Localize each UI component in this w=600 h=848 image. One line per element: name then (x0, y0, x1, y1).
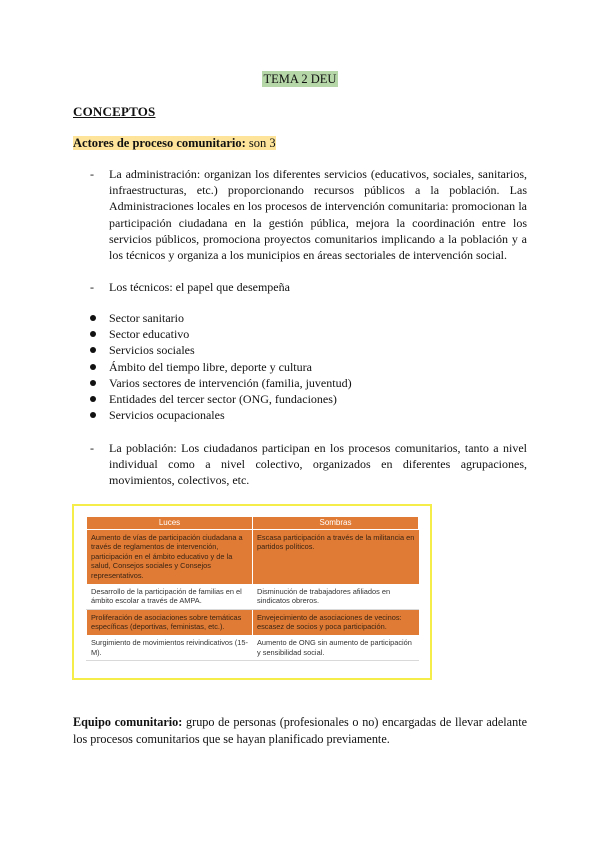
actors-line (73, 136, 276, 151)
cell-sombras: Disminución de trabajadores afiliados en sindicatos obreros. (253, 584, 419, 610)
bullet-item (90, 310, 352, 326)
actors-label: Actores de proceso comunitario: (73, 136, 246, 150)
luces-sombras-table (86, 516, 419, 661)
page-title-text: TEMA 2 DEU (263, 72, 337, 86)
bullet-dot-icon (90, 347, 96, 353)
table-header-row (87, 517, 419, 530)
cell-sombras: Envejecimiento de asociaciones de vecinos: escasez de socios y poca participación. (253, 609, 419, 635)
equipo-comunitario-paragraph (73, 714, 527, 748)
bullet-dot-icon (90, 412, 96, 418)
bullet-dot-icon (90, 315, 96, 321)
bullet-dot-icon (90, 364, 96, 370)
team-text: grupo de personas (profesionales o no) encargadas de llevar adelante los procesos comunitarios que se hayan planificado previamente. (73, 715, 527, 746)
dash-mark: - (90, 280, 94, 294)
bullet-text: Servicios sociales (109, 343, 195, 358)
bullet-dot-icon (90, 396, 96, 402)
bullet-dot-icon (90, 331, 96, 337)
bullet-dot-icon (90, 380, 96, 386)
bullet-text: Sector sanitario (109, 311, 184, 325)
dash-item-tecnicos (90, 279, 527, 295)
team-label: Equipo comunitario: (73, 715, 183, 729)
cell-luces: Desarrollo de la participación de familias en el ámbito escolar a través de AMPA. (87, 584, 253, 610)
dash-item-text: Los técnicos: el papel que desempeña (109, 280, 290, 294)
cell-sombras: Aumento de ONG sin aumento de participación y sensibilidad social. (253, 635, 419, 661)
page-title (0, 71, 600, 87)
bullet-item (90, 407, 352, 423)
bullet-text: Ámbito del tiempo libre, deporte y cultura (109, 359, 312, 374)
actors-suffix: son 3 (245, 136, 276, 150)
bullet-text: Servicios ocupacionales (109, 408, 225, 423)
table-row (87, 529, 419, 583)
luces-sombras-figure (72, 504, 432, 680)
dash-item-administracion (90, 166, 527, 263)
dash-item-text: La administración: organizan los diferentes servicios (educativos, sociales, sanitarios, infraestructuras, etc.) proporcionando recursos públicos a la población. Las Administraciones locales en los procesos de intervención comunitaria: promocionan la participación ciudadana en la gestión pública, mejora la coordinación entre los servicios públicos, promociona proyectos comunitarios implicando a la población y a los técnicos y organiza a los municipios en áreas sectoriales de intervención social. (109, 167, 527, 263)
header-luces: Luces (87, 517, 253, 530)
bullet-item (90, 375, 352, 391)
table-row (87, 609, 419, 635)
dash-item-text: La población: Los ciudadanos participan en los procesos comunitarios, tanto a nivel individual como a nivel colectivo, organizados en diferentes agrupaciones, movimientos, colectivos, etc. (109, 441, 527, 488)
bullet-item (90, 326, 352, 342)
cell-sombras: Escasa participación a través de la militancia en partidos políticos. (253, 529, 419, 583)
dash-mark: - (90, 167, 94, 181)
bullet-text: Sector educativo (109, 327, 190, 342)
dash-mark: - (90, 441, 94, 455)
cell-luces: Proliferación de asociaciones sobre temáticas específicas (deportivas, feministas, etc.). (87, 609, 253, 635)
bullet-item (90, 391, 352, 407)
header-sombras: Sombras (253, 517, 419, 530)
table-row (87, 584, 419, 610)
bullet-text: Entidades del tercer sector (ONG, fundaciones) (109, 392, 337, 407)
bullet-item (90, 342, 352, 358)
section-heading-conceptos: CONCEPTOS (73, 104, 156, 119)
dash-item-poblacion (90, 440, 527, 489)
cell-luces: Surgimiento de movimientos reivindicativos (15-M). (87, 635, 253, 661)
cell-luces: Aumento de vías de participación ciudadana a través de reglamentos de intervención, participación en el ámbito educativo y de la salud, Consejos sociales y Consejos representativos. (87, 529, 253, 583)
bullet-item (90, 359, 352, 375)
sectors-bullet-list (90, 310, 352, 423)
actors-highlight (73, 136, 276, 150)
bullet-text: Varios sectores de intervención (familia, juventud) (109, 375, 352, 390)
table-row (87, 635, 419, 661)
